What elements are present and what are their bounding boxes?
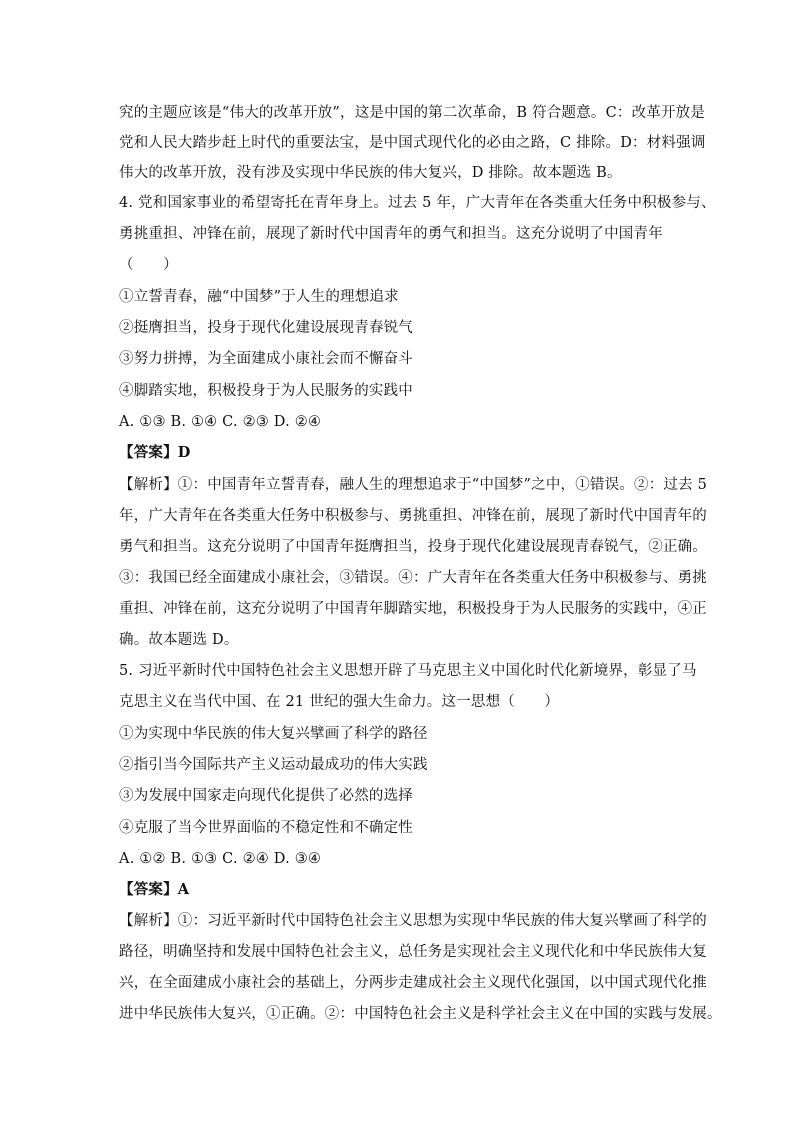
analysis-text: 兴，在全面建成小康社会的基础上，分两步走建成社会主义现代化强国，以中国式现代化推 — [119, 975, 707, 991]
answer-label: 【答案】A — [119, 881, 190, 898]
option-item: ①立誓青春，融“中国梦”于人生的理想追求 — [119, 289, 399, 305]
option-item: ④克服了当今世界面临的不稳定性和不确定性 — [119, 820, 413, 836]
analysis-text: 重担、冲锋在前，这充分说明了中国青年脚踏实地，积极投身于为人民服务的实践中，④正 — [119, 601, 707, 617]
analysis-text: 进中华民族伟大复兴，①正确。②：中国特色社会主义是科学社会主义在中国的实践与发展。 — [119, 1006, 722, 1022]
question-stem: 勇挑重担、冲锋在前，展现了新时代中国青年的勇气和担当。这充分说明了中国青年 — [119, 226, 663, 242]
question-stem: 克思主义在当代中国、在 21 世纪的强大生命力。这一思想（ ） — [119, 694, 560, 710]
option-item: ②挺膺担当，投身于现代化建设展现青春锐气 — [119, 320, 413, 336]
text-line: 究的主题应该是“伟大的改革开放”，这是中国的第二次革命，B 符合题意。C：改革开放是 — [119, 105, 706, 121]
analysis-text: 路径，明确坚持和发展中国特色社会主义，总任务是实现社会主义现代化和中华民族伟大复 — [119, 944, 707, 960]
analysis-text: 年，广大青年在各类重大任务中积极参与、勇挑重担、冲锋在前，展现了新时代中国青年的 — [119, 508, 707, 524]
option-item: ④脚踏实地，积极投身于为人民服务的实践中 — [119, 383, 413, 399]
analysis-text: 确。故本题选 D。 — [119, 632, 239, 648]
answer-label: 【答案】D — [119, 444, 191, 461]
option-item: ③为发展中国家走向现代化提供了必然的选择 — [119, 788, 413, 804]
choice-options: A. ①③ B. ①④ C. ②③ D. ②④ — [119, 414, 322, 430]
option-item: ①为实现中华民族的伟大复兴擘画了科学的路径 — [119, 726, 428, 742]
option-item: ③努力拼搏，为全面建成小康社会而不懈奋斗 — [119, 351, 413, 367]
question-stem: 4. 党和国家事业的希望寄托在青年身上。过去 5 年，广大青年在各类重大任务中积极参与、 — [119, 195, 716, 211]
text-line: 伟大的改革开放，没有涉及实现中华民族的伟大复兴，D 排除。故本题选 B。 — [119, 165, 622, 181]
question-stem: 5. 习近平新时代中国特色社会主义思想开辟了马克思主义中国化时代化新境界，彰显了马 — [119, 663, 697, 679]
analysis-text: 【解析】①：习近平新时代中国特色社会主义思想为实现中华民族的伟大复兴擘画了科学的 — [119, 913, 707, 929]
option-item: ②指引当今国际共产主义运动最成功的伟大实践 — [119, 757, 428, 773]
analysis-text: ③：我国已经全面建成小康社会，③错误。④：广大青年在各类重大任务中积极参与、勇挑 — [119, 570, 707, 586]
answer-bracket: （ ） — [119, 257, 178, 273]
text-line: 党和人民大踏步赶上时代的重要法宝，是中国式现代化的必由之路，C 排除。D：材料强调 — [119, 135, 706, 151]
choice-options: A. ①② B. ①③ C. ②④ D. ③④ — [119, 851, 322, 867]
analysis-text: 勇气和担当。这充分说明了中国青年挺膺担当，投身于现代化建设展现青春锐气，②正确。 — [119, 539, 707, 555]
analysis-text: 【解析】①：中国青年立誓青春，融人生的理想追求于“中国梦”之中，①错误。②：过去 5 — [119, 477, 708, 493]
